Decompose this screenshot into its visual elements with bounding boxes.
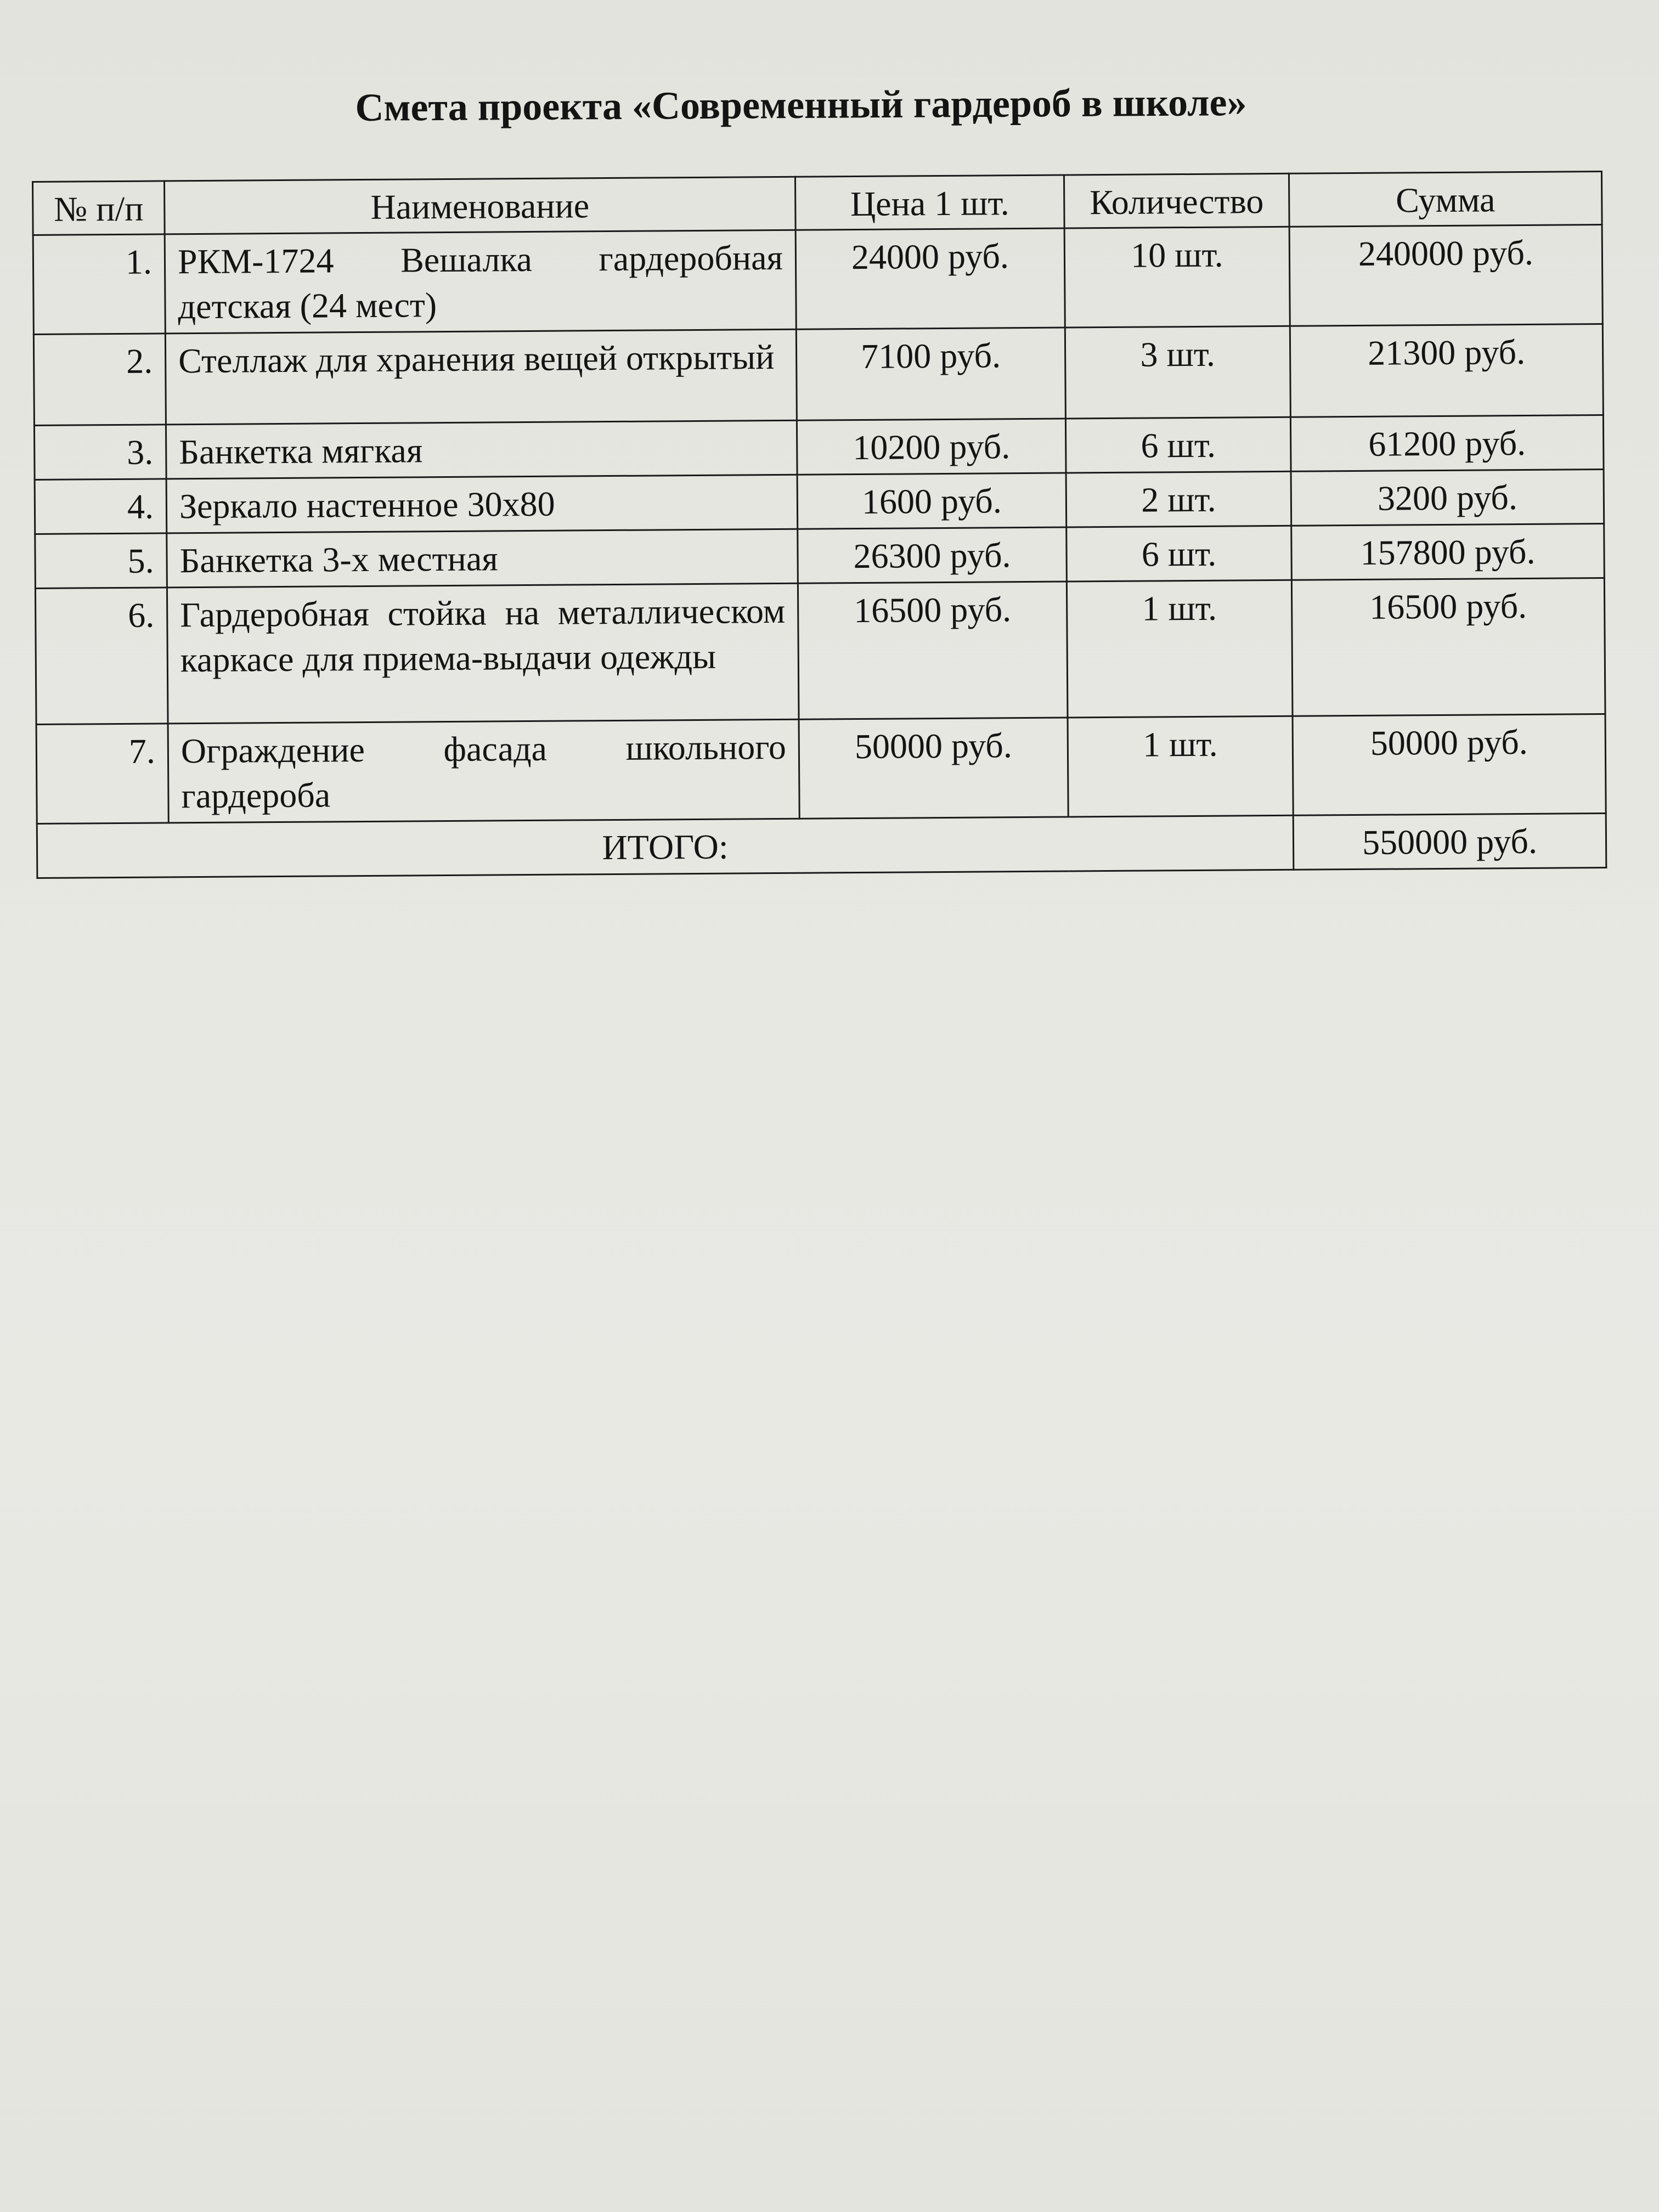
header-name: Наименование [165,177,796,234]
row-quantity: 3 шт. [1065,326,1290,419]
table-row [35,524,1605,589]
header-quantity: Количество [1064,173,1289,228]
row-price: 7100 руб. [796,328,1065,420]
row-number: 1. [33,234,165,335]
row-price: 50000 руб. [799,718,1068,819]
row-sum: 3200 руб. [1291,470,1604,526]
row-quantity: 10 шт. [1064,227,1290,328]
table-header-row [33,172,1602,235]
table-row [33,324,1603,426]
row-sum: 61200 руб. [1290,415,1604,472]
row-name: Банкетка 3-х местная [167,529,798,588]
row-sum: 240000 руб. [1289,225,1602,326]
row-sum: 157800 руб. [1291,524,1605,580]
row-price: 24000 руб. [795,228,1065,329]
row-sum: 21300 руб. [1290,324,1603,417]
total-row [37,813,1606,878]
row-number: 7. [36,724,168,824]
row-name: Ограждение фасада школьного гардероба [168,719,799,823]
document-title: Смета проекта «Современный гардероб в школе» [355,80,1247,129]
table-row [33,225,1602,335]
table-row [36,714,1606,824]
row-price: 1600 руб. [797,473,1066,529]
row-quantity: 1 шт. [1066,580,1293,718]
row-name: РКМ-1724 Вешалка гардеробная детская (24 мест) [165,230,796,334]
total-label: ИТОГО: [37,815,1294,878]
row-quantity: 1 шт. [1068,716,1293,817]
row-number: 4. [35,479,167,534]
estimate-table [32,171,1607,879]
row-price: 26300 руб. [798,527,1067,583]
row-price: 10200 руб. [797,419,1066,475]
row-quantity: 2 шт. [1066,471,1291,527]
row-name: Гардеробная стойка на металлическом каркасе для приема-выдачи одежды [167,583,799,724]
row-name: Стеллаж для хранения вещей открытый [165,329,797,425]
table-row [34,415,1604,480]
total-sum: 550000 руб. [1293,813,1606,870]
row-number: 5. [35,533,167,589]
row-name: Зеркало настенное 30х80 [166,475,798,533]
row-number: 6. [35,588,168,725]
header-sum: Сумма [1289,172,1602,227]
header-price: Цена 1 шт. [795,175,1064,230]
row-number: 3. [34,425,166,480]
row-name: Банкетка мягкая [166,420,797,479]
estimate-table-wrapper [32,171,1605,879]
row-sum: 16500 руб. [1291,578,1605,716]
table-row [35,470,1604,534]
row-number: 2. [33,334,166,426]
header-number: № п/п [33,181,165,235]
row-sum: 50000 руб. [1293,714,1606,816]
row-quantity: 6 шт. [1065,417,1291,473]
table-row [35,578,1605,725]
row-price: 16500 руб. [798,582,1068,719]
row-quantity: 6 шт. [1066,526,1292,582]
